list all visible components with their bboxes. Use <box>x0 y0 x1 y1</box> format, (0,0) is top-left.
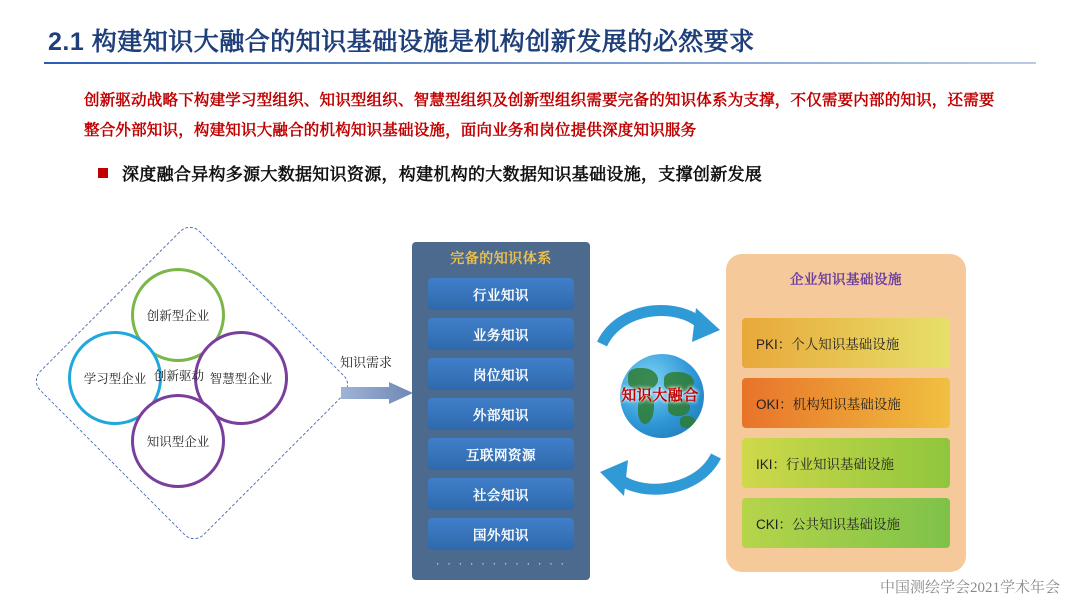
venn-center-label: 创新驱动 <box>153 369 204 383</box>
arrow-demand-icon <box>341 382 413 404</box>
page-title: 2.1 构建知识大融合的知识基础设施是机构创新发展的必然要求 <box>48 28 755 56</box>
intro-paragraph: 创新驱动战略下构建学习型组织、知识型组织、智慧型组织及创新型组织需要完备的知识体系为支撑，不仅需要内部的知识，还需要整合外部知识，构建知识大融合的机构知识基础设施，面向业务和岗位提供深度知识服务 <box>84 92 995 139</box>
knowledge-item[interactable]: 行业知识 <box>428 278 574 310</box>
knowledge-item[interactable]: 互联网资源 <box>428 438 574 470</box>
bullet-square-icon <box>98 168 108 178</box>
venn-circle-label: 智慧型企业 <box>209 372 273 386</box>
knowledge-item[interactable]: 岗位知识 <box>428 358 574 390</box>
footer-text: 中国测绘学会2021学术年会 <box>879 580 1060 596</box>
infrastructure-item[interactable]: CKI：公共知识基础设施 <box>742 498 950 548</box>
bullet-row <box>98 160 762 185</box>
venn-circle-label: 创新型企业 <box>146 309 210 323</box>
infrastructure-item[interactable]: IKI：行业知识基础设施 <box>742 438 950 488</box>
bullet-text: 深度融合异构多源大数据知识资源，构建机构的大数据知识基础设施，支撑创新发展 <box>122 165 763 184</box>
fusion-group <box>596 296 724 522</box>
knowledge-system-title: 完备的知识体系 <box>450 250 552 266</box>
knowledge-item[interactable]: 社会知识 <box>428 478 574 510</box>
knowledge-item[interactable]: 外部知识 <box>428 398 574 430</box>
knowledge-item[interactable]: 国外知识 <box>428 518 574 550</box>
arrow-demand-label: 知识需求 <box>340 355 393 370</box>
infrastructure-item[interactable]: PKI：个人知识基础设施 <box>742 318 950 368</box>
curved-arrow-bottom <box>600 456 716 496</box>
infrastructure-item[interactable]: OKI：机构知识基础设施 <box>742 378 950 428</box>
knowledge-more-dots: · · · · · · · · · · · · <box>435 556 567 570</box>
title-divider <box>44 62 1036 64</box>
venn-diagram <box>58 258 348 508</box>
fusion-label: 知识大融合 <box>621 387 699 404</box>
infrastructure-title: 企业知识基础设施 <box>790 272 902 287</box>
venn-circle-label: 学习型企业 <box>83 372 147 386</box>
knowledge-item[interactable]: 业务知识 <box>428 318 574 350</box>
venn-circle-label: 知识型企业 <box>146 435 210 449</box>
venn-circle-knowledge <box>131 394 225 488</box>
curved-arrow-top <box>602 308 720 344</box>
